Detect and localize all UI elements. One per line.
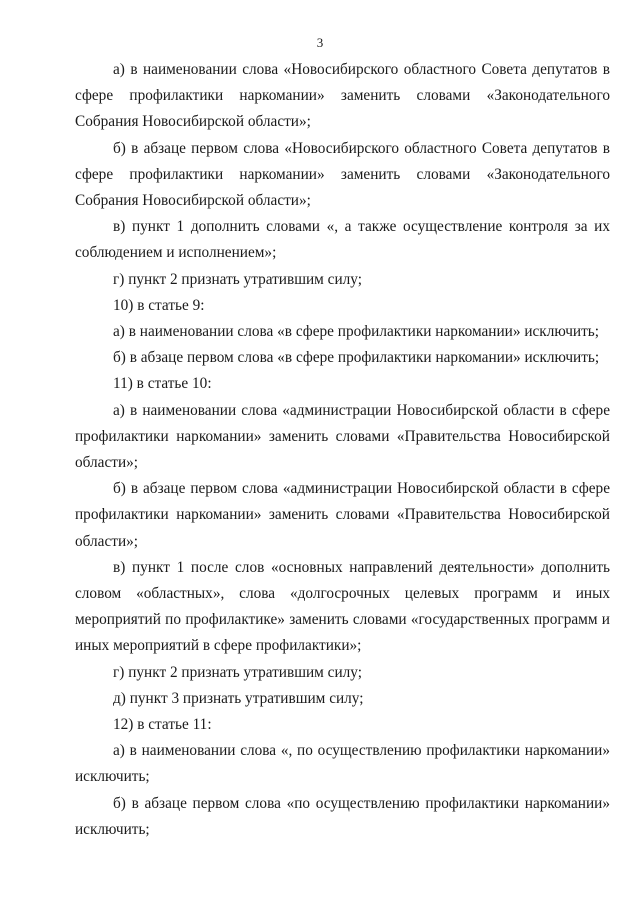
item-12-heading: 12) в статье 11: (113, 716, 212, 734)
page-number: 3 (316, 35, 324, 50)
paragraph-11b: б) в абзаце первом слова «администрации Новосибирской области в сфере профилактики наркомании» заменить словами «Правительства Новосибирской области»; (75, 480, 610, 550)
item-10-heading: 10) в статье 9: (113, 296, 205, 314)
paragraph-11g: г) пункт 2 признать утратившим силу; (113, 663, 362, 681)
paragraph-10a: а) в наименовании слова «в сфере профилактики наркомании» исключить; (113, 323, 600, 341)
paragraph-1a: а) в наименовании слова «Новосибирского областного Совета депутатов в сфере профилактики наркомании» заменить словами «Законодательного Собрания Новосибирской области»; (75, 61, 610, 131)
paragraph-1v: в) пункт 1 дополнить словами «, а также осуществление контроля за их соблюдением и исполнением»; (75, 218, 610, 262)
paragraph-11a: а) в наименовании слова «администрации Новосибирской области в сфере профилактики наркомании» заменить словами «Правительства Новосибирской области»; (75, 401, 610, 472)
item-11-heading: 11) в статье 10: (113, 375, 212, 393)
paragraph-1b: б) в абзаце первом слова «Новосибирского областного Совета депутатов в сфере профилактики наркомании» заменить словами «Законодательного Собрания Новосибирской области»; (75, 139, 610, 210)
paragraph-10b: б) в абзаце первом слова «в сфере профилактики наркомании» исключить; (113, 349, 600, 367)
paragraph-11v: в) пункт 1 после слов «основных направлений деятельности» дополнить словом «областных», слова «долгосрочных целевых программ и иных мероприятий по профилактике» заменить словами «государственных программ и иных мероприятий в сфере профилактики»; (75, 558, 610, 655)
paragraph-11d: д) пункт 3 признать утратившим силу; (113, 689, 364, 707)
paragraph-12a: а) в наименовании слова «, по осуществлению профилактики наркомании» исключить; (75, 742, 610, 786)
document-body (75, 57, 610, 843)
paragraph-1g: г) пункт 2 признать утратившим силу; (113, 270, 362, 288)
paragraph-12b: б) в абзаце первом слова «по осуществлению профилактики наркомании» исключить; (75, 794, 610, 838)
